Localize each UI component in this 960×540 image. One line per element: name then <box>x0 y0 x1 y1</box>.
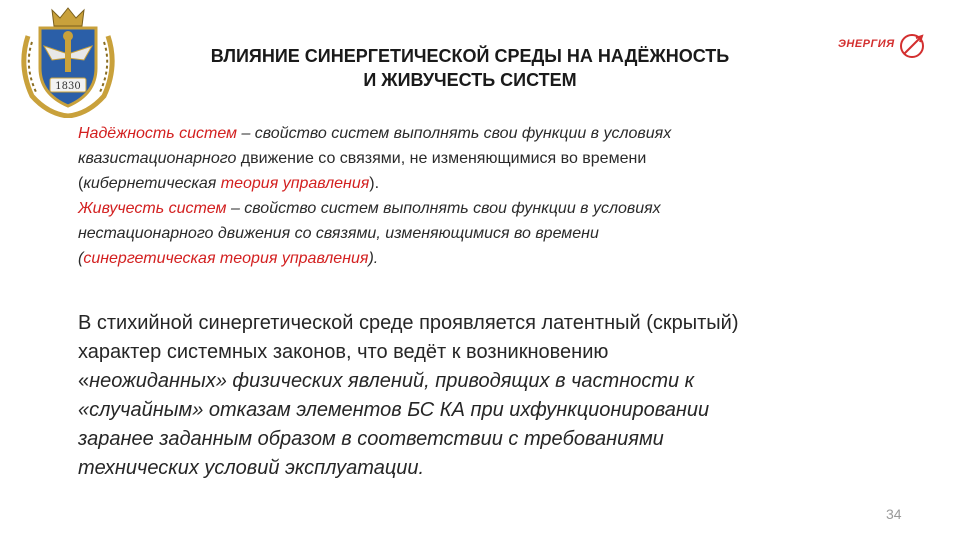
reliability-qualifier: квазистационарного <box>78 150 237 167</box>
body-line-3-text: неожиданных» физических явлений, приводящих в частности к <box>89 370 695 392</box>
title-line-1: ВЛИЯНИЕ СИНЕРГЕТИЧЕСКОЙ СРЕДЫ НА НАДЁЖНОСТЬ <box>210 46 730 66</box>
survivability-theory: синергетическая теория управления <box>83 250 369 267</box>
logo-text: ЭНЕРГИЯ <box>838 38 895 50</box>
reliability-term: Надёжность систем <box>78 125 238 142</box>
body-line-4: «случайным» отказам элементов БС КА при ихфункционировании <box>78 399 710 421</box>
reliability-theory-prefix: кибернетическая <box>83 175 217 192</box>
body-line-1: В стихийной синергетической среде проявляется латентный (скрытый) <box>78 312 739 334</box>
survivability-line-3 <box>78 246 898 271</box>
reliability-theory: теория управления <box>216 175 370 192</box>
page-title <box>120 44 820 92</box>
university-crest-icon <box>14 6 122 118</box>
quote-open: « <box>78 370 90 392</box>
paren-close: ). <box>368 250 379 267</box>
survivability-term: Живучесть систем <box>78 200 227 217</box>
body-line-5: заранее заданным образом в соответствии с требованиями <box>78 428 664 450</box>
reliability-line-2 <box>78 146 898 171</box>
survivability-definition: – свойство систем выполнять свои функции в условиях <box>226 200 661 217</box>
emblem-year: 1830 <box>55 81 81 92</box>
body-line-3 <box>78 367 898 396</box>
reliability-definition: – свойство систем выполнять свои функции в условиях <box>237 125 672 142</box>
reliability-line-3 <box>78 171 898 196</box>
paren-open: ( <box>78 250 84 267</box>
reliability-line-2-text: движение со связями, не изменяющимися во времени <box>236 150 647 167</box>
title-line-2: И ЖИВУЧЕСТЬ СИСТЕМ <box>363 70 577 90</box>
body-line-6: технических условий эксплуатации. <box>78 457 425 479</box>
reliability-line-1 <box>78 121 898 146</box>
paren-close: ). <box>369 175 380 192</box>
body-line-2: характер системных законов, что ведёт к возникновению <box>78 341 609 363</box>
definitions-block <box>78 121 898 271</box>
survivability-line-2: нестационарного движения со связями, изменяющимися во времени <box>78 225 599 242</box>
survivability-line-1 <box>78 196 898 221</box>
page-number: 34 <box>886 506 902 522</box>
body-paragraph <box>78 309 898 483</box>
paren-open: ( <box>78 175 84 192</box>
energia-logo-icon <box>832 30 928 64</box>
